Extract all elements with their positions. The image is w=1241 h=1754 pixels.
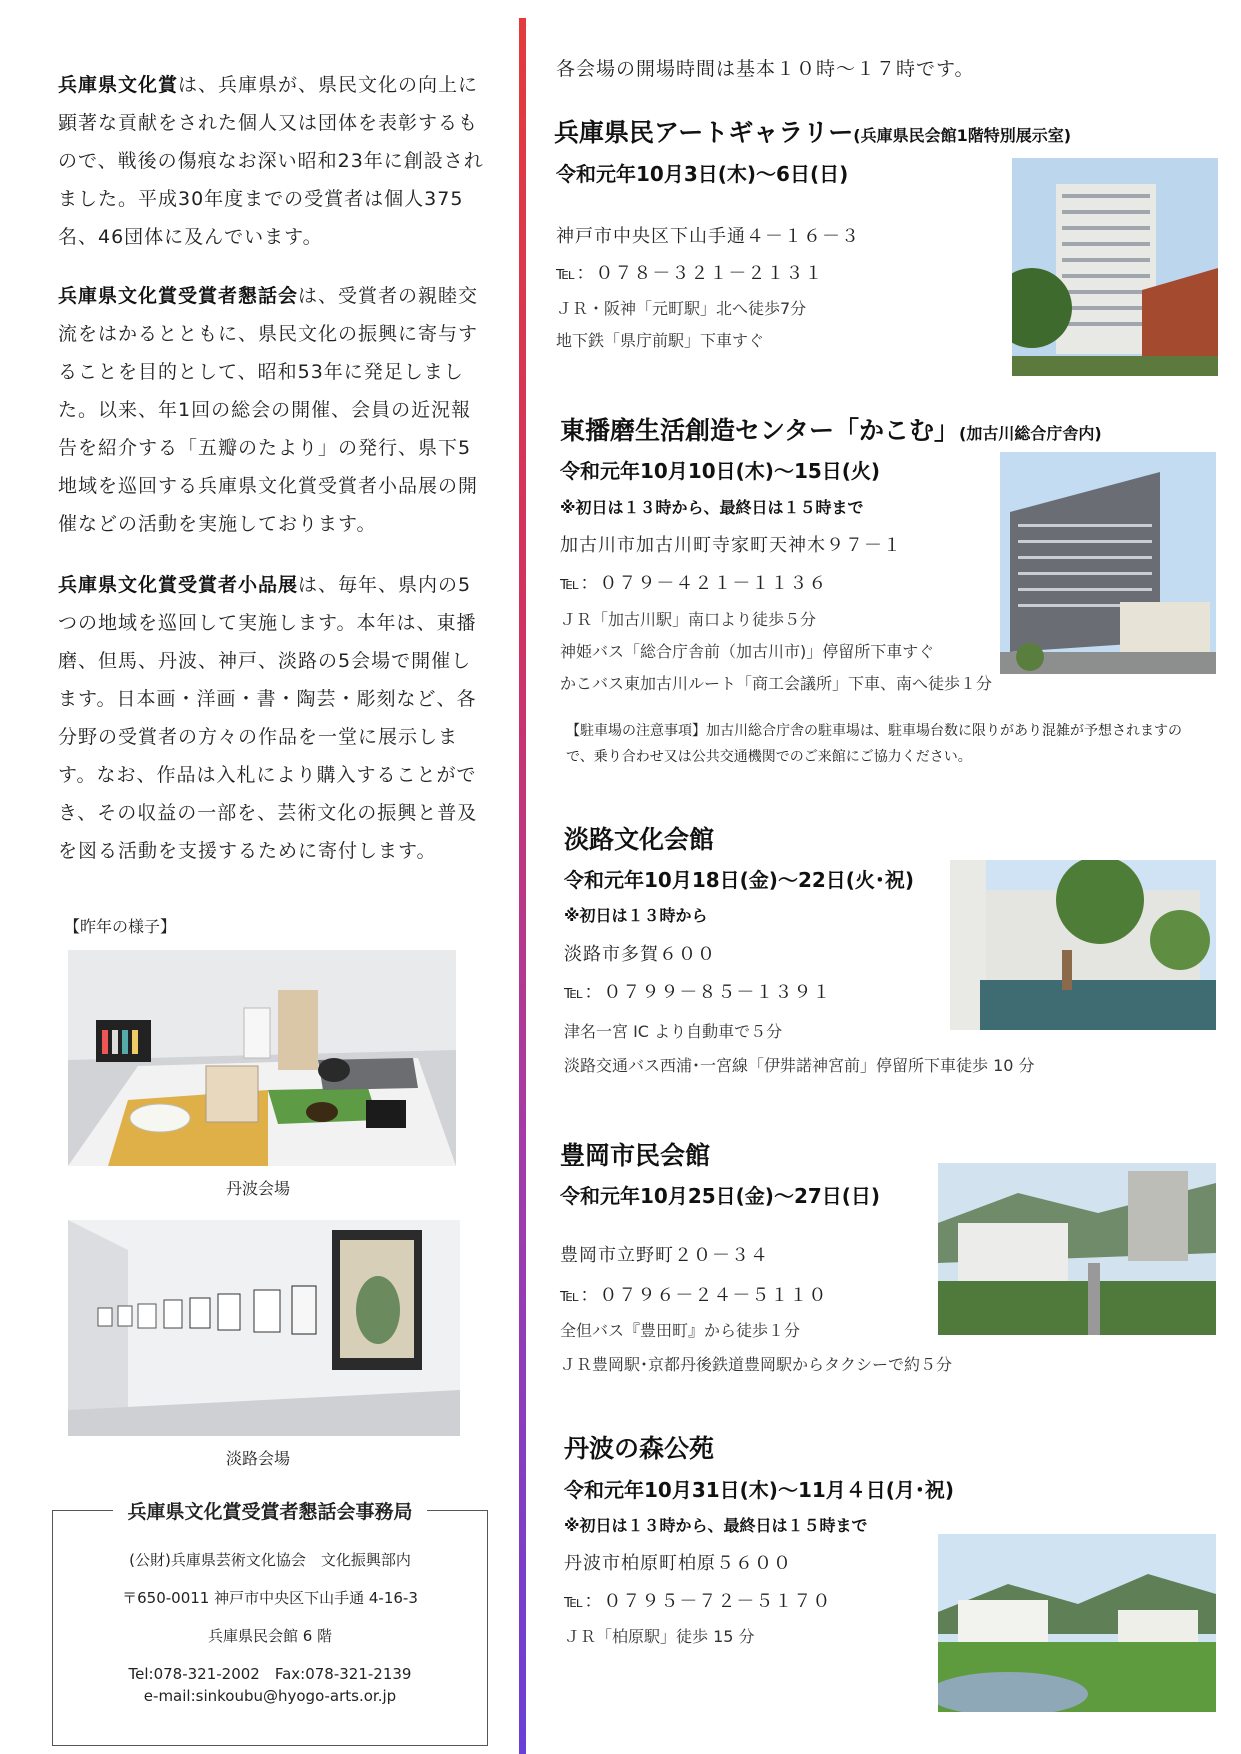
venue-2-date: 令和元年10月10日(木)～15日(火) xyxy=(560,459,881,483)
venue-3-photo xyxy=(950,860,1216,1030)
venue-2-title: 東播磨生活創造センター「かこむ」 xyxy=(560,416,960,445)
venue-5-photo xyxy=(938,1534,1216,1712)
intro-paragraph-exhibition xyxy=(58,566,490,870)
venue-2-name xyxy=(560,411,1102,447)
venue-1-name xyxy=(554,113,1071,149)
award-lead: 兵庫県文化賞 xyxy=(58,74,179,96)
venue-1-photo xyxy=(1012,158,1218,376)
venue-4-building-image xyxy=(938,1163,1216,1335)
venue-4-address: 豊岡市立野町２０－３４ xyxy=(560,1245,769,1266)
intro-paragraph-award xyxy=(58,66,490,256)
venue-5-name xyxy=(564,1429,714,1465)
venue-4-tel: ℡：０７９６－２４－５１１０ xyxy=(560,1285,828,1306)
venue-3-title: 淡路文化会館 xyxy=(564,825,715,854)
venue-1-address: 神戸市中央区下山手通４－１６－３ xyxy=(556,226,860,247)
venue-4-name xyxy=(560,1136,710,1172)
venue-1-tel: ℡：０７８－３２１－２１３１ xyxy=(556,263,824,284)
venue-4-access-2: ＪＲ豊岡駅･京都丹後鉄道豊岡駅からタクシーで約５分 xyxy=(560,1355,953,1374)
center-divider xyxy=(519,18,526,1754)
venue-2-access-2: 神姫バス「総合庁舎前（加古川市)」停留所下車すぐ xyxy=(560,642,935,661)
venue-2-building-image xyxy=(1000,452,1216,674)
venue-4-photo xyxy=(938,1163,1216,1335)
venue-3-address: 淡路市多賀６００ xyxy=(564,944,716,965)
venue-4-access-1: 全但バス『豊田町』から徒歩１分 xyxy=(560,1321,801,1340)
venue-1-title: 兵庫県民アートギャラリー xyxy=(554,118,854,147)
office-building: 兵庫県民会館 6 階 xyxy=(207,1627,333,1645)
office-info-box xyxy=(52,1501,488,1746)
office-address: 〒650-0011 神戸市中央区下山手通 4-16-3 xyxy=(122,1589,418,1607)
venue-5-building-image xyxy=(938,1534,1216,1712)
parking-note: 【駐車場の注意事項】加古川総合庁舎の駐車場は、駐車場台数に限りがあり混雑が予想されますので、乗り合わせ又は公共交通機関でのご来館にご協力ください。 xyxy=(566,723,1182,765)
venue-5-access-1: ＪＲ「柏原駅」徒歩 15 分 xyxy=(564,1627,755,1646)
last-year-label: 【昨年の様子】 xyxy=(64,917,177,936)
office-title: 兵庫県文化賞受賞者懇話会事務局 xyxy=(113,1501,426,1523)
venue-3-date: 令和元年10月18日(金)～22日(火･祝) xyxy=(564,868,915,892)
venue-4-date: 令和元年10月25日(金)～27日(日) xyxy=(560,1184,881,1208)
venue-1-building-image xyxy=(1012,158,1218,376)
award-text: は、兵庫県が、県民文化の向上に顕著な貢献をされた個人又は団体を表彰するもので、戦後の傷痕なお深い昭和23年に創設されました。平成30年度までの受賞者は個人375名、46団体に及んでいます。 xyxy=(58,74,484,248)
venue-2-access-1: ＪＲ「加古川駅」南口より徒歩５分 xyxy=(560,610,817,629)
exhibition-lead: 兵庫県文化賞受賞者小品展 xyxy=(58,574,299,596)
venue-3-note: ※初日は１３時から xyxy=(564,906,708,925)
office-email[interactable]: e-mail:sinkoubu@hyogo-arts.or.jp xyxy=(143,1687,397,1705)
venue-3-access-2: 淡路交通バス西浦･一宮線「伊弉諾神宮前」停留所下車徒歩 10 分 xyxy=(564,1056,1035,1075)
venue-2-tel: ℡：０７９－４２１－１１３６ xyxy=(560,573,828,594)
intro-paragraph-association xyxy=(58,277,490,543)
venue-5-title: 丹波の森公苑 xyxy=(564,1434,715,1463)
venue-1-access-2: 地下鉄「県庁前駅」下車すぐ xyxy=(556,331,765,350)
office-telfax: Tel:078-321-2002 Fax:078-321-2139 xyxy=(128,1665,412,1683)
venue-2-sub: (加古川総合庁舎内) xyxy=(959,424,1102,443)
tamba-venue-photo xyxy=(68,950,456,1166)
awaji-venue-photo xyxy=(68,1220,460,1436)
exhibition-text: は、毎年、県内の5つの地域を巡回して実施します。本年は、東播磨、但馬、丹波、神戸、淡路の5会場で開催します。日本画・洋画・書・陶芸・彫刻など、各分野の受賞者の方々の作品を一堂に展示します。なお、作品は入札により購入することができ、その収益の一部を、芸術文化の振興と普及を図る活動を支援するために寄付します。 xyxy=(58,574,478,862)
venue-4-title: 豊岡市民会館 xyxy=(560,1141,711,1170)
venue-5-date: 令和元年10月31日(木)～11月４日(月･祝) xyxy=(564,1478,955,1502)
venue-5-tel: ℡：０７９５－７２－５１７０ xyxy=(564,1591,832,1612)
venue-2-address: 加古川市加古川町寺家町天神木９７－１ xyxy=(560,535,902,556)
awaji-venue-image xyxy=(68,1220,460,1436)
association-lead: 兵庫県文化賞受賞者懇話会 xyxy=(58,285,299,307)
venue-5-address: 丹波市柏原町柏原５６００ xyxy=(564,1553,792,1574)
venue-2-photo xyxy=(1000,452,1216,674)
venue-2-access-3: かこバス東加古川ルート「商工会議所」下車、南へ徒歩１分 xyxy=(560,674,993,693)
venue-1-date: 令和元年10月3日(木)～6日(日) xyxy=(556,162,849,186)
venue-3-tel: ℡：０７９９－８５－１３９１ xyxy=(564,982,832,1003)
venue-1-sub: (兵庫県民会館1階特別展示室) xyxy=(853,126,1072,145)
venue-3-building-image xyxy=(950,860,1216,1030)
office-org: (公財)兵庫県芸術文化協会 文化振興部内 xyxy=(129,1551,411,1569)
venue-3-access-1: 津名一宮 IC より自動車で５分 xyxy=(564,1022,783,1041)
venue-3-name xyxy=(564,820,714,856)
venue-2-note: ※初日は１３時から、最終日は１５時まで xyxy=(560,498,864,517)
association-text: は、受賞者の親睦交流をはかるとともに、県民文化の振興に寄与することを目的として、昭和53年に発足しました。以来、年1回の総会の開催、会員の近況報告を紹介する「五瓣のたより」の発行、県下5地域を巡回する兵庫県文化賞受賞者小品展の開催などの活動を実施しております。 xyxy=(58,285,479,535)
tamba-venue-caption: 丹波会場 xyxy=(226,1179,291,1198)
hours-note: 各会場の開場時間は基本１０時～１７時です。 xyxy=(556,58,975,80)
venue-5-note: ※初日は１３時から、最終日は１５時まで xyxy=(564,1516,868,1535)
awaji-venue-caption: 淡路会場 xyxy=(226,1449,291,1468)
venue-1-access-1: ＪＲ・阪神「元町駅」北へ徒歩7分 xyxy=(556,299,807,318)
tamba-venue-image xyxy=(68,950,456,1166)
office-title-wrap xyxy=(53,1497,487,1524)
